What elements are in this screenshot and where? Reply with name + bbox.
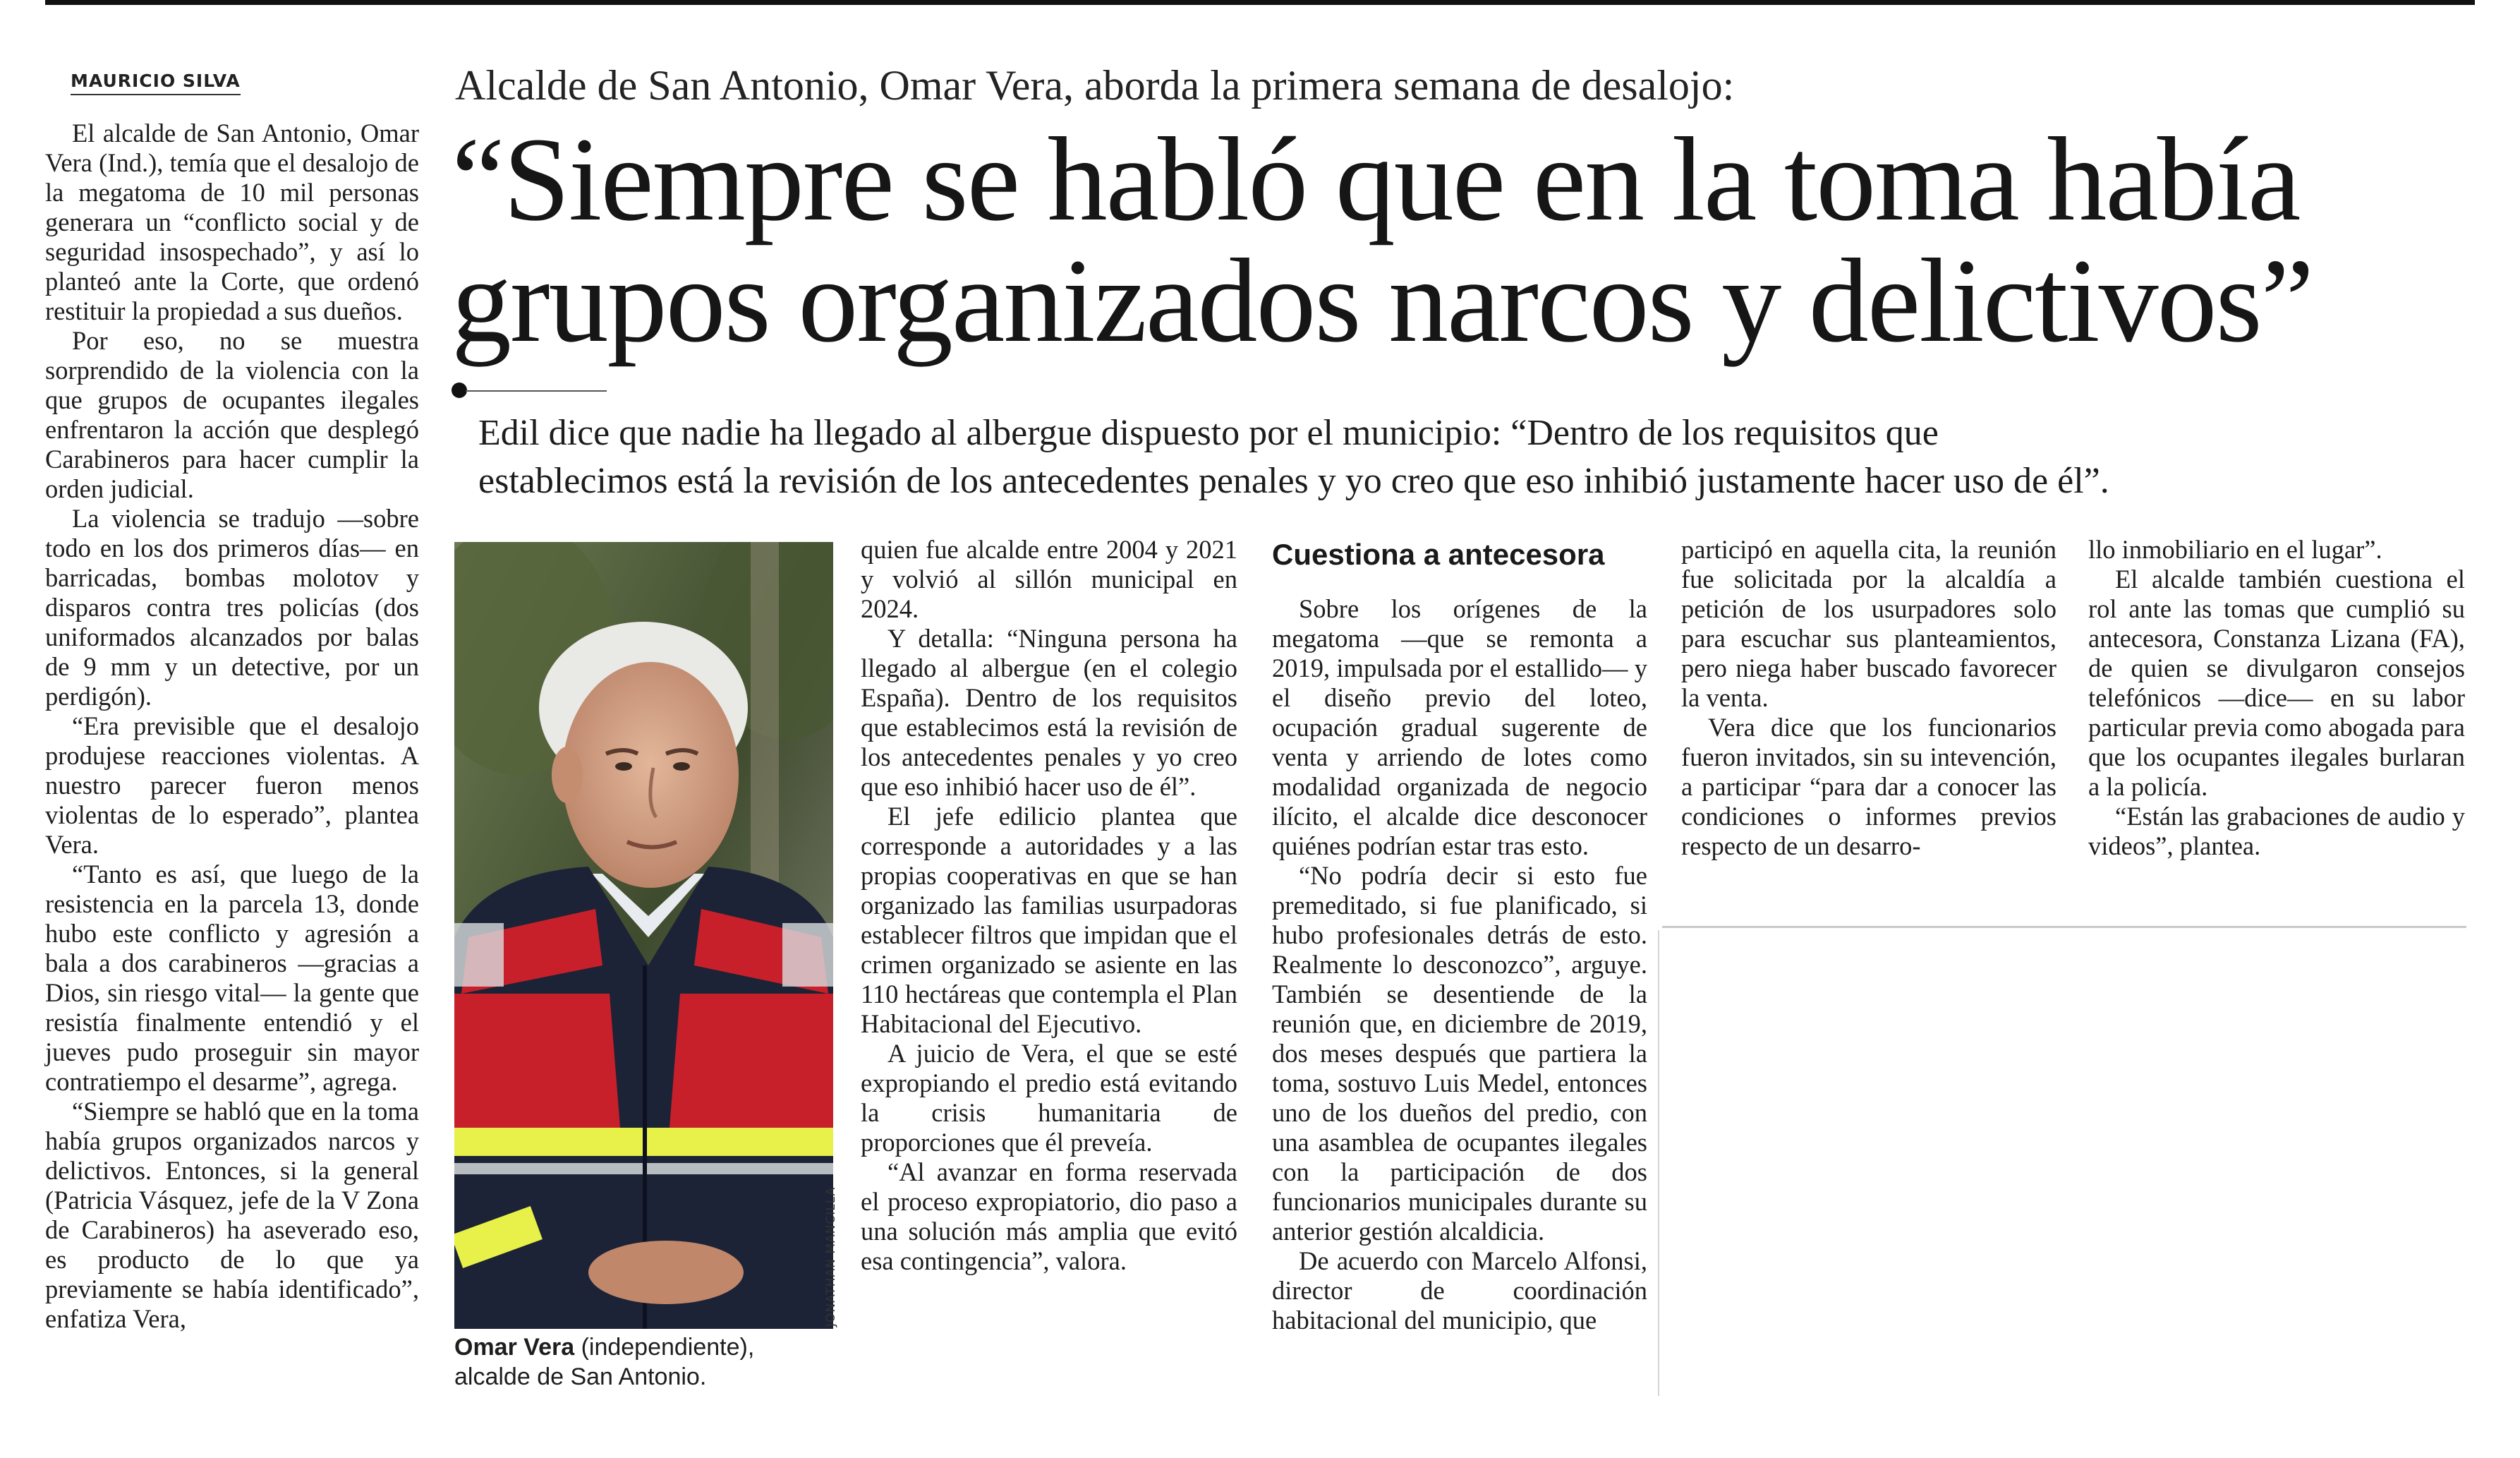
column-divider — [1658, 930, 1659, 1396]
paragraph: “Tanto es así, que luego de la resistencia en la parcela 13, donde hubo este conflicto y agresión a bala a dos carabineros —gracias a Dios, sin riesgo vital— la gente que resistía finalmente entendió y el jueves pudo proseguir sin mayor contratiempo el desarme”, agrega. — [45, 860, 419, 1096]
paragraph: “Era previsible que el desalojo produjese reacciones violentas. A nuestro parecer fueron menos violentas de lo esperado”, plantea Vera. — [45, 711, 419, 859]
top-rule — [45, 0, 2475, 5]
paragraph: “Al avanzar en forma reservada el proceso expropiatorio, dio paso a una solución más amplia que evitó esa contingencia”, valora. — [861, 1157, 1237, 1275]
paragraph: La violencia se tradujo —sobre todo en los dos primeros días— en barricadas, bombas molotov y disparos contra tres policías (dos uniformados alcanzados por balas de 9 mm y un detective, por un perdigón). — [45, 504, 419, 711]
paragraph: Vera dice que los funcionarios fueron invitados, sin su intevención, a participar “para dar a conocer las condiciones o informes previos respecto de un desarro- — [1681, 713, 2056, 860]
bullet-dot-icon — [452, 382, 467, 398]
paragraph: De acuerdo con Marcelo Alfonsi, director de coordinación habitacional del municipio, que — [1272, 1246, 1647, 1335]
section-subhead: Cuestiona a antecesora — [1272, 538, 1605, 571]
portrait-illustration — [454, 542, 833, 1329]
paragraph: “No podría decir si esto fue premeditado, si fue planificado, si hubo profesionales detrás de esto. Realmente lo desconozco”, arguye. También se desentiende de la reunión que, en diciembre de 2019, dos meses después que partiera la toma, sostuvo Luis Medel, entonces uno de los dueños del predio, con una asamblea de ocupantes ilegales con la participación de dos funcionarios municipales durante su anterior gestión alcaldicia. — [1272, 861, 1647, 1246]
kicker: Alcalde de San Antonio, Omar Vera, aborda la primera semana de desalojo: — [455, 62, 1735, 109]
photo-credit: JONATHAN MANCILLA — [824, 1186, 838, 1327]
paragraph: Sobre los orígenes de la megatoma —que se remonta a 2019, impulsada por el estallido— y el diseño previo del loteo, ocupación gradual sugerente de venta y arriendo de lotes como modalidad organizada de negocio ilícito, el alcalde dice desconocer quiénes podrían estar tras esto. — [1272, 594, 1647, 860]
deck-line-1: Edil dice que nadie ha llegado al albergue dispuesto por el municipio: “Dentro de los requisitos que — [478, 413, 1939, 453]
headline — [452, 113, 2313, 367]
section-divider — [1662, 926, 2466, 928]
caption-text: (independiente), alcalde de San Antonio. — [454, 1334, 755, 1390]
article-column-5 — [2088, 535, 2465, 861]
paragraph: El jefe edilicio plantea que corresponde a autoridades y a las propias cooperativas en que se han organizado las familias usurpadoras establecer filtros que impidan que el crimen organizado se asiente en las 110 hectáreas que contempla el Plan Habitacional del Ejecutivo. — [861, 802, 1237, 1038]
photo-caption — [454, 1332, 835, 1392]
paragraph: A juicio de Vera, el que se esté expropiando el predio está evitando la crisis humanitaria de proporciones que él preveía. — [861, 1039, 1237, 1157]
paragraph: llo inmobiliario en el lugar”. — [2088, 535, 2382, 564]
article-column-2 — [861, 535, 1237, 1276]
paragraph: El alcalde de San Antonio, Omar Vera (Ind.), temía que el desalojo de la megatoma de 10 mil personas generara un “conflicto social y de seguridad insospechado”, y así lo planteó ante la Corte, que ordenó restituir la propiedad a sus dueños. — [45, 119, 419, 325]
deck — [478, 409, 2468, 505]
author-byline: MAURICIO SILVA — [71, 71, 241, 95]
paragraph: Por eso, no se muestra sorprendido de la violencia con la que grupos de ocupantes ilegales enfrentaron la acción que desplegó Carabineros para hacer cumplir la orden judicial. — [45, 326, 419, 503]
paragraph: El alcalde también cuestiona el rol ante las tomas que cumplió su antecesora, Constanza Lizana (FA), de quien se divulgaron consejos telefónicos —dice— en su labor particular previa como abogada para que los ocupantes ilegales burlaran a la policía. — [2088, 565, 2465, 801]
deck-line-2: establecimos está la revisión de los antecedentes penales y yo creo que eso inhibió justamente hacer uso de él”. — [478, 461, 2109, 501]
portrait-photo — [454, 542, 833, 1329]
paragraph: “Están las grabaciones de audio y videos”, plantea. — [2088, 802, 2465, 860]
paragraph: participó en aquella cita, la reunión fue solicitada por la alcaldía a petición de los usurpadores solo para escuchar sus planteamientos, pero niega haber buscado favorecer la venta. — [1681, 535, 2056, 712]
article-column-3 — [1272, 594, 1647, 1335]
article-column-1 — [45, 119, 419, 1334]
deck-rule — [466, 390, 607, 392]
paragraph: quien fue alcalde entre 2004 y 2021 y volvió al sillón municipal en 2024. — [861, 535, 1237, 623]
paragraph: “Siempre se habló que en la toma había grupos organizados narcos y delictivos. Entonces, si la general (Patricia Vásquez, jefe de la V Zona de Carabineros) ha aseverado eso, es producto de lo que ya previamente se había identificado”, enfatiza Vera, — [45, 1097, 419, 1333]
paragraph: Y detalla: “Ninguna persona ha llegado al albergue (en el colegio España). Dentro de los requisitos que establecimos está la revisión de los antecedentes penales y yo creo que eso inhibió hacer uso de él”. — [861, 624, 1237, 801]
headline-line-2: grupos organizados narcos y delictivos” — [452, 234, 2313, 367]
caption-name: Omar Vera — [454, 1334, 575, 1361]
article-column-4 — [1681, 535, 2056, 861]
headline-line-1: “Siempre se habló que en la toma había — [452, 113, 2300, 246]
